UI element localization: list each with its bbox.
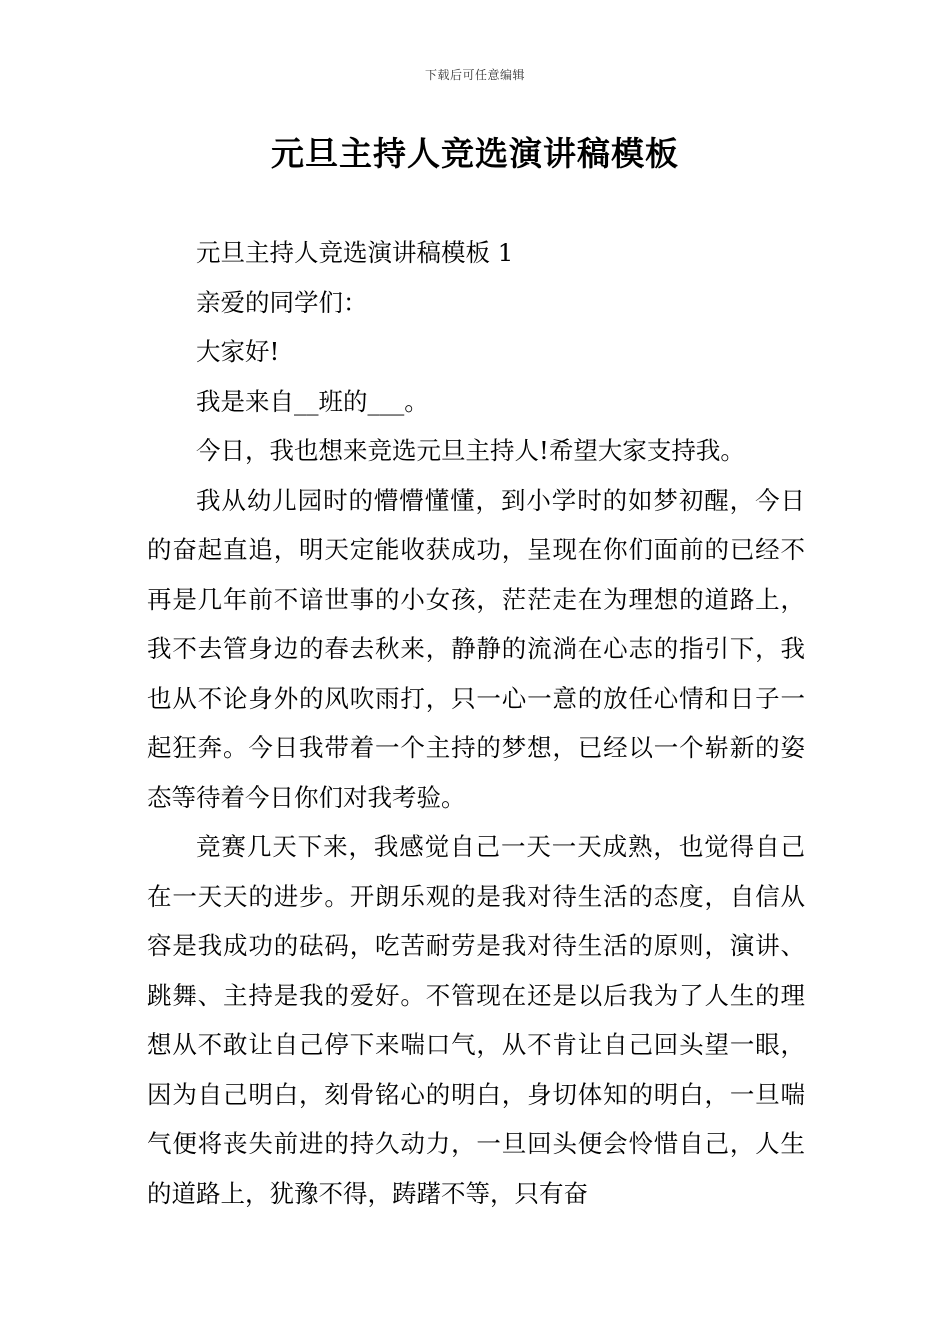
body-paragraph: 竞赛几天下来，我感觉自己一天一天成熟，也觉得自己在一天天的进步。开朗乐观的是我对待生活的态度，自信从容是我成功的砝码，吃苦耐劳是我对待生活的原则，演讲、跳舞、主持是我的爱好。不管现在还是以后我为了人生的理想从不敢让自己停下来喘口气，从不肯让自己回头望一眼，因为自己明白，刻骨铭心的明白，身切体知的明白，一旦喘气便将丧失前进的持久动力，一旦回头便会怜惜自己，人生的道路上，犹豫不得，踌躇不等，只有奋 [147,832,805,1208]
document-body [147,228,805,1218]
purpose-paragraph: 今日，我也想来竞选元旦主持人!希望大家支持我。 [196,436,745,465]
greeting-paragraph: 大家好! [196,337,280,366]
body-paragraph: 我从幼儿园时的懵懵懂懂，到小学时的如梦初醒，今日的奋起直追，明天定能收获成功，呈现在你们面前的已经不再是几年前不谙世事的小女孩，茫茫走在为理想的道路上，我不去管身边的春去秋来，静静的流淌在心志的指引下，我也从不论身外的风吹雨打，只一心一意的放任心情和日子一起狂奔。今日我带着一个主持的梦想，已经以一个崭新的姿态等待着今日你们对我考验。 [147,485,805,812]
intro-paragraph: 我是来自__班的___。 [196,386,429,416]
subtitle-paragraph: 元旦主持人竞选演讲稿模板 1 [196,238,514,267]
header-note: 下载后可任意编辑 [424,68,525,82]
salutation-paragraph: 亲爱的同学们： [196,287,368,317]
document-title: 元旦主持人竞选演讲稿模板 [271,134,679,173]
